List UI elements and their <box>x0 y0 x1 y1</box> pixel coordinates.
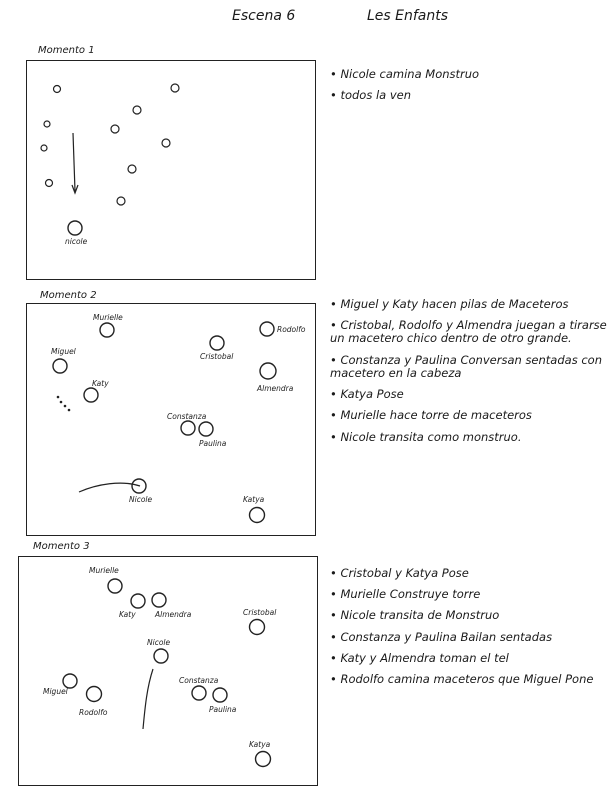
note: • Nicole camina Monstruo <box>330 68 614 81</box>
rodolfo-label: Rodolfo <box>277 325 306 334</box>
moment-3-label: Momento 3 <box>33 541 90 552</box>
note: • Rodolfo camina maceteros que Miguel Pone <box>330 673 614 686</box>
almendra-label: Almendra <box>257 384 294 393</box>
moment-3-stage <box>19 557 319 787</box>
stage-marker <box>128 165 136 173</box>
note: • todos la ven <box>330 89 614 102</box>
murielle-label: Murielle <box>89 566 119 575</box>
almendra-position <box>152 593 166 607</box>
almendra-label: Almendra <box>155 610 192 619</box>
rodolfo-position <box>260 322 274 336</box>
nicole-path <box>143 669 153 729</box>
rodolfo-label: Rodolfo <box>79 708 108 717</box>
play-title: Les Enfants <box>367 8 449 24</box>
note: • Constanza y Paulina Bailan sentadas <box>330 631 614 644</box>
katy-position <box>84 388 98 402</box>
nicole-label: nicole <box>65 237 88 246</box>
moment-3-notes <box>330 567 614 694</box>
miguel-position <box>53 359 67 373</box>
katya-position <box>250 508 265 523</box>
moment-1-notes <box>330 68 614 110</box>
katy-position <box>131 594 145 608</box>
paulina-label: Paulina <box>199 439 227 448</box>
katya-position <box>256 752 271 767</box>
murielle-position <box>108 579 122 593</box>
cristobal-label: Cristobal <box>200 352 234 361</box>
moment-2-diagram <box>26 303 316 536</box>
movement-arrow <box>73 133 75 191</box>
almendra-position <box>260 363 276 379</box>
nicole-position <box>68 221 82 235</box>
stage-marker <box>111 125 119 133</box>
stage-marker <box>41 145 47 151</box>
katy-label: Katy <box>92 379 109 388</box>
katya-label: Katya <box>249 740 271 749</box>
paulina-position <box>199 422 213 436</box>
moment-1-stage <box>27 61 317 281</box>
note: • Murielle hace torre de maceteros <box>330 409 614 422</box>
note: • Cristobal, Rodolfo y Almendra juegan a tirarse un macetero chico dentro de otro grande. <box>330 319 614 345</box>
paulina-label: Paulina <box>209 705 237 714</box>
cristobal-position <box>250 620 265 635</box>
scene-title: Escena 6 <box>232 8 296 24</box>
stage-marker <box>162 139 170 147</box>
stage-marker <box>46 180 53 187</box>
constanza-position <box>192 686 206 700</box>
marker-group <box>41 84 179 205</box>
rodolfo-position <box>87 687 102 702</box>
katy-label: Katy <box>119 610 136 619</box>
constanza-label: Constanza <box>179 676 219 685</box>
moment-1-diagram <box>26 60 316 280</box>
murielle-label: Murielle <box>93 313 123 322</box>
constanza-position <box>181 421 195 435</box>
dot <box>60 401 63 404</box>
note: • Miguel y Katy hacen pilas de Maceteros <box>330 298 614 311</box>
cristobal-label: Cristobal <box>243 608 277 617</box>
nicole-position <box>154 649 168 663</box>
miguel-label: Miguel <box>43 687 68 696</box>
stage-marker <box>44 121 50 127</box>
constanza-label: Constanza <box>167 412 207 421</box>
murielle-position <box>100 323 114 337</box>
stage-marker <box>133 106 141 114</box>
moment-1-label: Momento 1 <box>38 45 95 56</box>
moment-2-notes <box>330 298 614 452</box>
stage-marker <box>117 197 125 205</box>
note: • Cristobal y Katya Pose <box>330 567 614 580</box>
note: • Nicole transita como monstruo. <box>330 431 614 444</box>
nicole-label: Nicole <box>147 638 171 647</box>
note: • Katy y Almendra toman el tel <box>330 652 614 665</box>
note: • Murielle Construye torre <box>330 588 614 601</box>
note: • Nicole transita de Monstruo <box>330 609 614 622</box>
moment-2-label: Momento 2 <box>40 290 97 301</box>
cristobal-position <box>210 336 224 350</box>
moment-3-diagram <box>18 556 318 786</box>
stage-marker <box>171 84 179 92</box>
moment-2-stage <box>27 304 317 537</box>
dot <box>57 396 60 399</box>
katya-label: Katya <box>243 495 265 504</box>
note: • Katya Pose <box>330 388 614 401</box>
stage-marker <box>54 86 61 93</box>
note: • Constanza y Paulina Conversan sentadas con macetero en la cabeza <box>330 354 614 380</box>
dot <box>64 405 67 408</box>
miguel-position <box>63 674 77 688</box>
nicole-label: Nicole <box>129 495 153 504</box>
nicole-path <box>79 483 140 492</box>
miguel-label: Miguel <box>51 347 76 356</box>
paulina-position <box>213 688 227 702</box>
dot <box>68 409 71 412</box>
